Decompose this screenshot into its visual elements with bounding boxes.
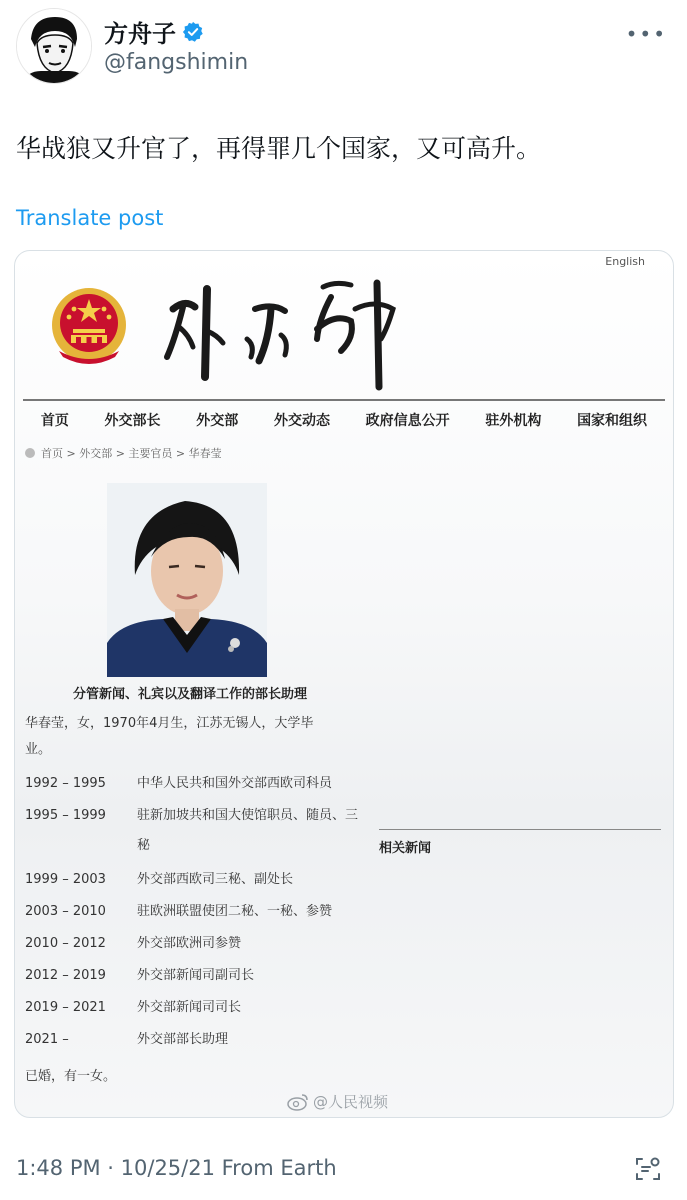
weibo-watermark [287, 1091, 388, 1112]
official-portrait [107, 483, 267, 677]
post-text: 华战狼又升官了，再得罪几个国家，又可高升。 [16, 134, 542, 163]
breadcrumb-text: 首页 > 外交部 > 主要官员 > 华春莹 [41, 447, 222, 460]
career-role: 外交部西欧司三秘、副处长 [137, 872, 294, 887]
career-years: 2019 – 2021 [25, 1000, 106, 1015]
career-years: 2012 – 2019 [25, 968, 106, 983]
career-role: 外交部部长助理 [137, 1032, 229, 1047]
related-news-heading: 相关新闻 [379, 841, 432, 856]
career-row [25, 805, 365, 869]
attached-image[interactable] [14, 250, 674, 1118]
related-divider [379, 829, 661, 830]
career-role: 外交部新闻司副司长 [137, 968, 255, 983]
breadcrumb-bullet-icon [25, 448, 35, 458]
image-scan-icon[interactable] [635, 1156, 661, 1182]
english-link: English [605, 255, 645, 268]
user-handle[interactable]: @fangshimin [104, 50, 249, 75]
bio-line-2: 业。 [25, 742, 52, 757]
career-row [25, 997, 365, 1029]
weibo-icon [287, 1093, 309, 1111]
portrait-caption: 分管新闻、礼宾以及翻译工作的部长助理 [72, 687, 307, 702]
nav-item-minister: 外交部长 [104, 413, 161, 429]
nav-item-ministry: 外交部 [196, 413, 239, 429]
career-role: 中华人民共和国外交部西欧司科员 [137, 776, 333, 791]
career-years: 1992 – 1995 [25, 776, 106, 791]
bio-intro [25, 711, 345, 763]
career-years: 1999 – 2003 [25, 872, 106, 887]
career-row [25, 869, 365, 901]
career-list [25, 773, 365, 1061]
avatar[interactable] [16, 8, 92, 84]
career-years: 2021 – [25, 1032, 69, 1047]
career-role: 驻欧洲联盟使团二秘、一秘、参赞 [137, 904, 333, 919]
verified-badge-icon [182, 21, 204, 43]
nav-item-gov-info: 政府信息公开 [365, 413, 450, 429]
ministry-calligraphy-logo [155, 269, 415, 394]
post-meta: 1:48 PM · 10/25/21 From Earth [16, 1156, 337, 1180]
nav-item-home: 首页 [40, 413, 69, 429]
avatar-portrait [17, 9, 91, 83]
marital-status: 已婚，有一女。 [25, 1069, 117, 1084]
display-name[interactable] [104, 14, 204, 49]
translate-post-link[interactable]: Translate post [16, 206, 164, 230]
more-options-icon[interactable]: ••• [625, 22, 667, 46]
site-nav-bar [23, 399, 665, 439]
nav-item-missions: 驻外机构 [485, 413, 542, 429]
career-role: 外交部欧洲司参赞 [137, 936, 242, 951]
career-role: 驻新加坡共和国大使馆职员、随员、三秘 [137, 808, 359, 853]
career-years: 1995 – 1999 [25, 808, 106, 823]
career-years: 2003 – 2010 [25, 904, 106, 919]
watermark-text: @人民视频 [313, 1093, 389, 1111]
national-emblem-icon [49, 285, 129, 365]
career-row [25, 901, 365, 933]
breadcrumb [25, 445, 222, 461]
bio-line-1: 华春莹，女，1970年4月生，江苏无锡人，大学毕 [25, 716, 314, 731]
display-name-text: 方舟子 [104, 20, 176, 48]
career-row [25, 1029, 365, 1061]
career-row [25, 933, 365, 965]
career-years: 2010 – 2012 [25, 936, 106, 951]
career-role: 外交部新闻司司长 [137, 1000, 242, 1015]
nav-item-countries: 国家和组织 [577, 413, 648, 429]
career-row [25, 965, 365, 997]
nav-item-diplomatic-news: 外交动态 [273, 413, 330, 429]
